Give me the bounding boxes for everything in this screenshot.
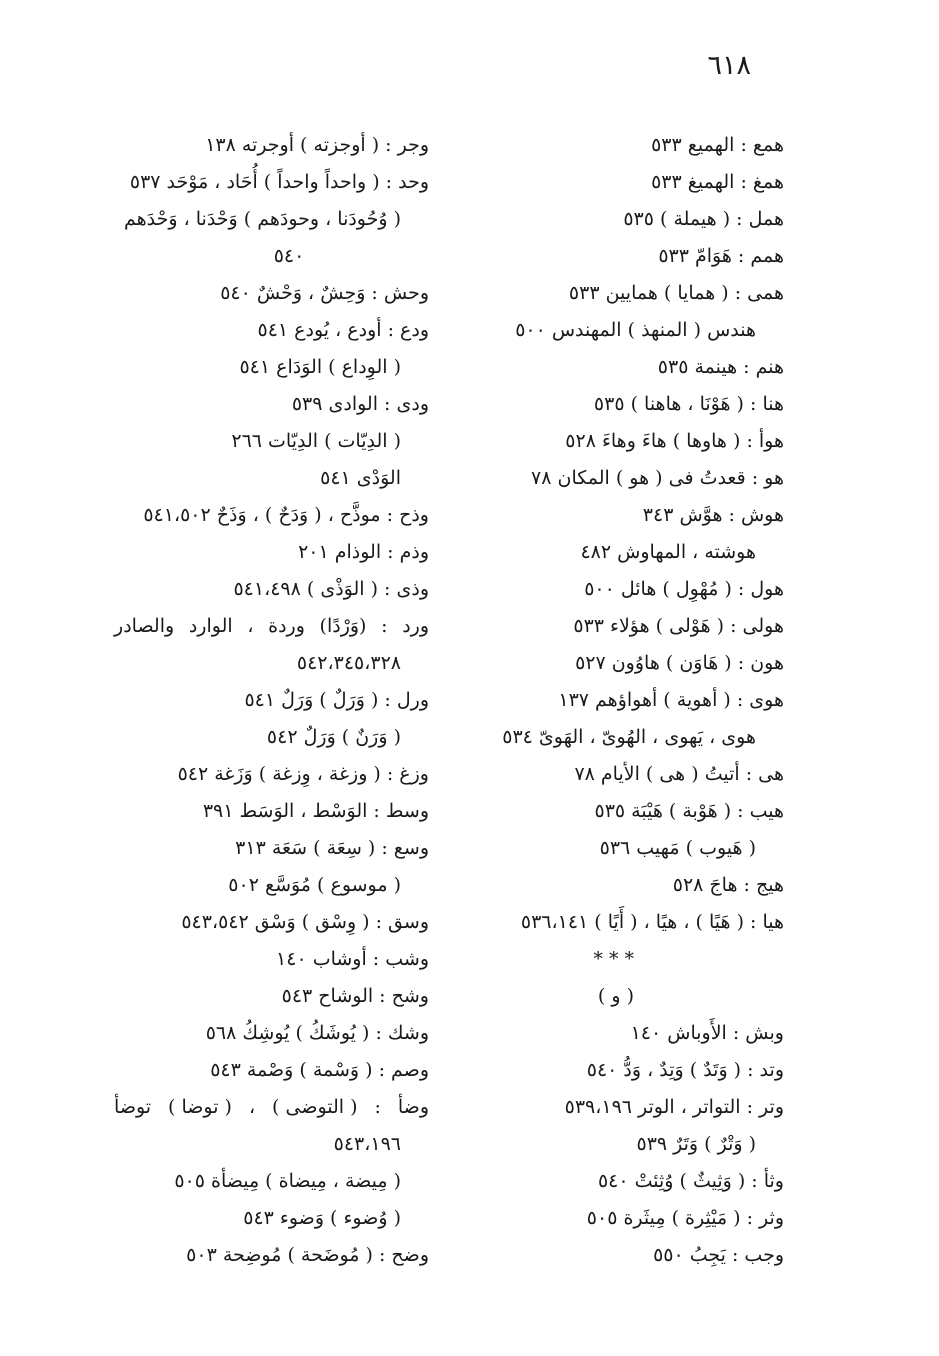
index-entry: ( مِيضة ، مِيضاة ) مِيضأة ٥٠٥ bbox=[174, 1170, 401, 1192]
entry-word: ( التوضى ) bbox=[272, 1096, 358, 1118]
index-entry: وتر : التواتر ، الوتر ٥٣٩،١٩٦ bbox=[564, 1096, 784, 1118]
index-entry: هندس ( المنهذ ) المهندس ٥٠٠ bbox=[515, 319, 756, 341]
index-entry: هنا : ( هَوْنَا ، هاهنا ) ٥٣٥ bbox=[593, 393, 784, 415]
index-entry: وبش : الأَوباش ١٤٠ bbox=[630, 1022, 784, 1044]
index-entry: وذح : موذَّح ، ( وَدَحٌ ) ، وَذَحٌ ٥٤١،٥٠٢ bbox=[143, 504, 429, 526]
entry-word: وضأ bbox=[397, 1096, 429, 1118]
index-entry: ( الدِيّات ) الدِيّات ٢٦٦ bbox=[231, 430, 401, 452]
index-entry: هوشته ، المهاوش ٤٨٢ bbox=[580, 541, 756, 563]
index-entry: وشك : ( يُوشَكُ ) يُوشِكُ ٥٦٨ bbox=[205, 1022, 429, 1044]
entry-word: : bbox=[374, 1096, 381, 1118]
index-entry: هول : ( مُهْوِل ) هائل ٥٠٠ bbox=[584, 578, 784, 600]
index-entry: وتد : ( وَتَدٌ ) وَتِدٌ ، وَدُّ ٥٤٠ bbox=[586, 1059, 784, 1081]
index-entry: وجر : ( أوجزته ) أوجرته ١٣٨ bbox=[205, 134, 429, 156]
entry-word: : bbox=[381, 615, 388, 637]
index-entry: هيج : هاجَ ٥٢٨ bbox=[672, 874, 784, 896]
index-entry: وسط : الوَسْط ، الوَسَط ٣٩١ bbox=[202, 800, 429, 822]
index-entry: همل : ( هيملة ) ٥٣٥ bbox=[623, 208, 784, 230]
index-entry: هوى ، يَهوى ، الهُوىّ ، الهَوىّ ٥٣٤ bbox=[502, 726, 756, 748]
index-entry: وحش : وَحِشٌ ، وَحْشٌ ٥٤٠ bbox=[220, 282, 429, 304]
index-entry: وثأ : ( وَثِيثٌ ) وُثِئتْ ٥٤٠ bbox=[597, 1170, 784, 1192]
entry-word: والصادر bbox=[114, 615, 175, 637]
index-entry-continuation: ٥٤٣،١٩٦ bbox=[333, 1133, 401, 1155]
index-entry-continuation: ٥٤٢،٣٤٥،٣٢٨ bbox=[296, 652, 401, 674]
index-entry: وضح : ( مُوضَحة ) مُوضِحة ٥٠٣ bbox=[186, 1244, 429, 1266]
index-entry: وصم : ( وَسْمة ) وَصْمة ٥٤٣ bbox=[210, 1059, 429, 1081]
left-column bbox=[99, 127, 429, 1274]
index-entry: وزغ : ( وزغة ، وِزغة ) وَزَغة ٥٤٢ bbox=[177, 763, 429, 785]
page-number: ٦١٨ bbox=[707, 50, 751, 81]
section-separator: * * * bbox=[593, 948, 634, 970]
index-entry: هنم : هينمة ٥٣٥ bbox=[657, 356, 784, 378]
index-entry: ( وُضوء ) وَضوء ٥٤٣ bbox=[243, 1207, 401, 1229]
entry-word: ورد bbox=[402, 615, 429, 637]
index-entry: ( وَتْرٌ ) وَتَرٌ ٥٣٩ bbox=[636, 1133, 756, 1155]
index-entry: هيا : ( هَيًا ) ، هيًا ، ( أَيًا ) ٥٣٦،١٤١ bbox=[520, 911, 784, 933]
index-entry: ودع : أودع ، يُودع ٥٤١ bbox=[257, 319, 429, 341]
right-column bbox=[484, 127, 784, 1274]
index-entry: وشب : أوشاب ١٤٠ bbox=[276, 948, 429, 970]
index-entry: هو : قعدتُ فى ( هو ) المكان ٧٨ bbox=[531, 467, 784, 489]
index-entry: همم : هَوَامّ ٥٣٣ bbox=[658, 245, 784, 267]
entry-word: وردة bbox=[268, 615, 305, 637]
index-entry: وذم : الوذام ٢٠١ bbox=[298, 541, 429, 563]
index-entry: وجب : يَجِبُ ٥٥٠ bbox=[653, 1244, 784, 1266]
index-entry: ( وَرَنٌ ) وَرَلٌ ٥٤٢ bbox=[266, 726, 401, 748]
index-entry: هون : ( هَاوَن ) هاوُون ٥٢٧ bbox=[575, 652, 784, 674]
index-entry bbox=[114, 608, 429, 645]
index-entry: ورل : ( وَرَلٌ ) وَرَلٌ ٥٤١ bbox=[244, 689, 429, 711]
entry-word: ، bbox=[248, 1096, 256, 1118]
index-entry: ودى : الوادى ٥٣٩ bbox=[291, 393, 429, 415]
index-entry: ( الوِداع ) الوَدَاع ٥٤١ bbox=[239, 356, 401, 378]
index-entry: همع : الهميع ٥٣٣ bbox=[651, 134, 784, 156]
index-entry: ( وُحُودَنا ، وحودَهم ) وَحْدَنا ، وَحْدَهم bbox=[123, 208, 401, 230]
index-entry: وسق : ( وِسْق ) وَسْق ٥٤٣،٥٤٢ bbox=[181, 911, 429, 933]
index-entry: وذى : ( الوَذْى ) ٥٤١،٤٩٨ bbox=[233, 578, 429, 600]
index-entry: ( هَيوب ) مَهيب ٥٣٦ bbox=[599, 837, 756, 859]
entry-word: ( توضا ) bbox=[168, 1096, 232, 1118]
index-entry: هيب : ( هَوْبة ) هَيْبَة ٥٣٥ bbox=[594, 800, 784, 822]
index-entry: وسع : ( سِعَة ) سَعَة ٣١٣ bbox=[235, 837, 429, 859]
entry-word: ، bbox=[247, 615, 254, 637]
section-heading: ( و ) bbox=[597, 985, 634, 1007]
entry-word: (وَرْدًا) bbox=[319, 615, 367, 637]
index-entry: وحد : ( واحداً واحداً ) أُحَاد ، مَوْحَد ٥٣٧ bbox=[129, 171, 429, 193]
index-entry: وشح : الوشاح ٥٤٣ bbox=[281, 985, 429, 1007]
index-entry: همغ : الهميغ ٥٣٣ bbox=[651, 171, 784, 193]
index-entry: هوأ : ( هاوها ) هاءَ وهاءَ ٥٢٨ bbox=[565, 430, 784, 452]
index-entry: الوَدْى ٥٤١ bbox=[320, 467, 401, 489]
index-entry: هى : أتيتُ ( هى ) الأيام ٧٨ bbox=[574, 763, 784, 785]
index-entry: هوى : ( أهوية ) أهواؤهم ١٣٧ bbox=[558, 689, 784, 711]
entry-word: توضأ bbox=[114, 1096, 152, 1118]
index-entry: هوش : هوَّش ٣٤٣ bbox=[642, 504, 784, 526]
index-entry: ( موسوع ) مُوَسَّع ٥٠٢ bbox=[228, 874, 401, 896]
index-entry: وثر : ( مَيْثِرة ) مِيثَرة ٥٠٥ bbox=[586, 1207, 784, 1229]
index-entry: هولى : ( هَوْلى ) هؤلاء ٥٣٣ bbox=[573, 615, 784, 637]
index-entry bbox=[114, 1089, 429, 1126]
index-entry: همى : ( همايا ) همايين ٥٣٣ bbox=[568, 282, 784, 304]
entry-word: الوارد bbox=[188, 615, 233, 637]
index-entry-continuation: ٥٤٠ bbox=[273, 245, 305, 267]
